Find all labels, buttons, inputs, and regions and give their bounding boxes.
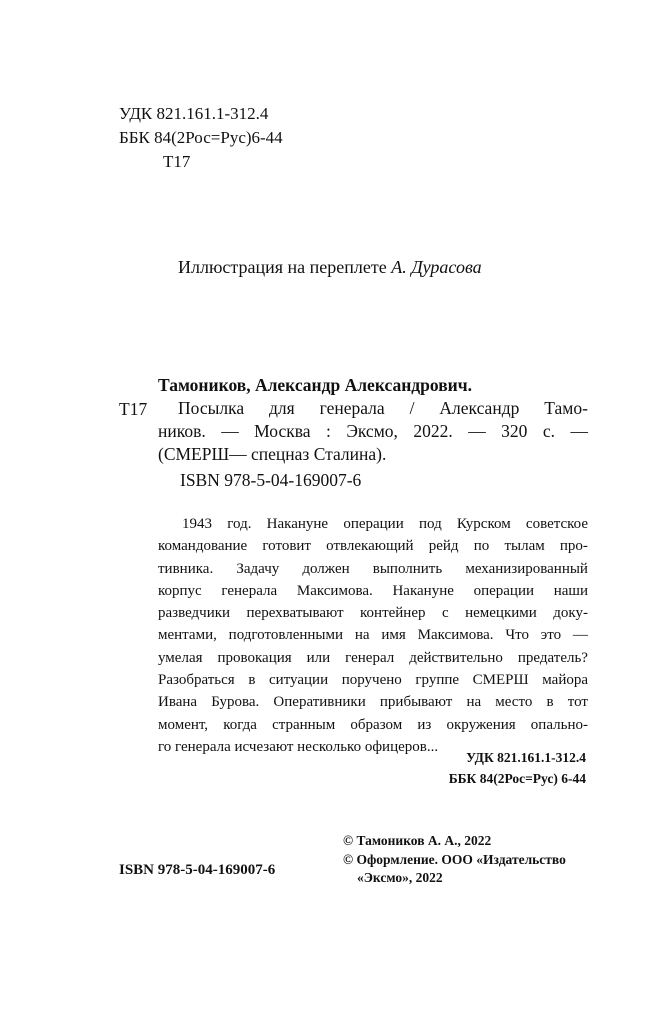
text-word: когда	[223, 716, 257, 733]
text-word: в	[546, 694, 554, 711]
record-line	[158, 420, 588, 443]
text-word: —	[468, 421, 486, 441]
text-word: генерала	[221, 582, 278, 599]
annotation	[158, 513, 588, 758]
text-word: окружения	[446, 716, 516, 733]
record-line	[158, 443, 588, 466]
annotation-line	[158, 513, 588, 535]
text-word: предатель?	[517, 649, 588, 666]
text-word: год.	[227, 516, 252, 532]
text-word: из	[417, 716, 432, 733]
text-word: рейд	[428, 538, 459, 555]
text-word: имя	[381, 627, 406, 644]
text-word: /	[409, 398, 415, 418]
copyright-line: © Оформление. ООО «Издательство	[343, 852, 566, 867]
text-word: Оперативники	[273, 694, 366, 711]
text-word: поручено	[341, 672, 402, 689]
text-word: Максимова.	[417, 627, 494, 644]
text-word: Тамо-	[544, 398, 588, 418]
text-word: для	[269, 398, 295, 418]
text-word: го генерала исчезают несколько офицеров...	[158, 738, 439, 755]
copyright-line: © Тамоников А. А., 2022	[343, 833, 492, 848]
text-word: это	[540, 627, 562, 644]
text-word: про-	[559, 538, 588, 555]
text-word: с	[441, 605, 449, 622]
record-author: Тамоников, Александр Александрович.	[158, 375, 472, 395]
annotation-line	[158, 691, 588, 713]
annotation-line	[158, 602, 588, 624]
illustration-artist: А. Дурасова	[391, 257, 482, 277]
text-word: с.	[542, 421, 555, 441]
text-word: действительно	[409, 649, 503, 666]
udk-code: УДК 821.161.1-312.4	[119, 104, 269, 123]
text-word: образом	[350, 716, 403, 733]
annotation-line	[158, 624, 588, 646]
text-word: странным	[272, 716, 336, 733]
text-word: операции	[473, 582, 535, 599]
text-word: доку-	[553, 605, 588, 622]
text-word: немецкими	[465, 605, 537, 622]
record-line	[158, 397, 588, 420]
text-word: группе	[415, 672, 460, 689]
illustration-credit	[178, 257, 482, 278]
text-word: ментами,	[158, 627, 217, 644]
text-word: 1943	[182, 516, 212, 532]
text-word: должен	[302, 560, 350, 577]
text-word: советское	[525, 516, 588, 532]
text-word: СМЕРШ	[472, 672, 529, 689]
text-word: ситуации	[269, 672, 329, 689]
annotation-line	[158, 580, 588, 602]
copyright-line: «Эксмо», 2022	[357, 870, 443, 885]
text-word: прибывают	[379, 694, 453, 711]
text-word: в	[248, 672, 256, 689]
text-word: момент,	[158, 716, 209, 733]
isbn-bottom: ISBN 978-5-04-169007-6	[119, 862, 276, 878]
text-word: или	[306, 649, 331, 666]
text-word: генерал	[345, 649, 395, 666]
text-word: готовит	[262, 538, 311, 555]
text-word: :	[325, 421, 331, 441]
text-word: опально-	[530, 716, 588, 733]
text-word: провокация	[217, 649, 292, 666]
text-word: командование	[158, 538, 248, 555]
text-word: Александр	[439, 398, 520, 418]
text-word: операции	[343, 516, 404, 532]
text-word: отвлекающий	[326, 538, 414, 555]
text-word: на	[354, 627, 370, 644]
bbk-code: ББК 84(2Рос=Рус)6-44	[119, 128, 283, 147]
text-word: тивника.	[158, 560, 214, 577]
text-word: 320	[501, 421, 528, 441]
text-word: 2022.	[413, 421, 453, 441]
text-word: под	[418, 516, 442, 532]
annotation-line	[158, 558, 588, 580]
text-word: Москва	[254, 421, 311, 441]
text-word: Бурова.	[211, 694, 260, 711]
text-word: Максимова.	[296, 582, 373, 599]
text-word: Задачу	[236, 560, 280, 577]
record-code: Т17	[119, 399, 148, 419]
text-word: Ивана	[158, 694, 198, 711]
text-word: место	[495, 694, 533, 711]
text-word: умелая	[158, 649, 203, 666]
text-word: механизированный	[465, 560, 588, 577]
text-word: перехватывают	[246, 605, 344, 622]
annotation-line	[158, 647, 588, 669]
text-word: ников.	[158, 421, 206, 441]
footer-bbk: ББК 84(2Рос=Рус) 6-44	[448, 771, 586, 786]
text-word: Посылка	[178, 398, 245, 418]
text-word: Эксмо,	[346, 421, 398, 441]
text-word: —	[221, 421, 239, 441]
text-word: Что	[505, 627, 529, 644]
text-word: наши	[553, 582, 588, 599]
text-word: Курском	[456, 516, 511, 532]
text-word: тылам	[504, 538, 545, 555]
text-word: корпус	[158, 582, 202, 599]
text-word: на	[466, 694, 482, 711]
text-word: подготовленными	[228, 627, 344, 644]
text-word: Накануне	[392, 582, 454, 599]
illustration-prefix: Иллюстрация на переплете	[178, 257, 387, 277]
record-description	[158, 397, 588, 466]
text-word: генерала	[319, 398, 385, 418]
text-word: Разобраться	[158, 672, 235, 689]
text-word: тот	[567, 694, 588, 711]
text-word: по	[473, 538, 490, 555]
text-word: майора	[542, 672, 588, 689]
text-word: —	[570, 421, 588, 441]
text-word: —	[572, 627, 588, 644]
text-word: Накануне	[266, 516, 329, 532]
text-word: — спецназ Сталина).	[229, 444, 387, 464]
footer-udk: УДК 821.161.1-312.4	[466, 750, 586, 765]
annotation-line	[158, 669, 588, 691]
annotation-line	[158, 535, 588, 557]
text-word: выполнить	[372, 560, 443, 577]
author-mark: Т17	[163, 152, 191, 171]
text-word: разведчики	[158, 605, 231, 622]
annotation-line	[158, 714, 588, 736]
text-word: (СМЕРШ	[158, 444, 230, 464]
text-word: контейнер	[360, 605, 426, 622]
record-isbn: ISBN 978-5-04-169007-6	[180, 470, 362, 490]
